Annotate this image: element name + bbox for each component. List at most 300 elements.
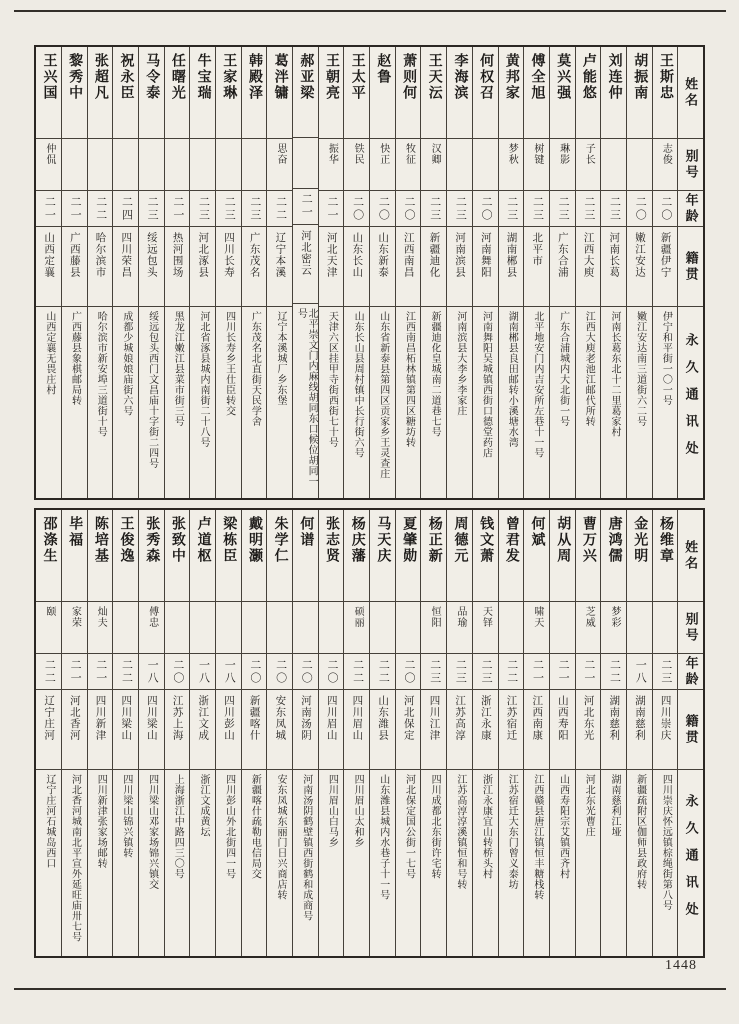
entry-column [319,510,345,956]
address-cell-text: 四川成都北东街许宅转 [429,774,441,879]
address-cell [447,770,472,956]
age-cell [88,191,113,227]
native-place-cell-text: 江西南康 [531,695,543,741]
native-place-cell [190,227,215,307]
address-cell-text: 山东潍县城内水巷子十一号 [377,774,389,900]
courtesy-name-cell [216,139,241,191]
name-cell-text: 莫兴强 [555,53,571,101]
native-place-cell [396,690,421,770]
age-cell [267,191,292,227]
name-cell [165,47,190,139]
age-cell [473,654,498,690]
name-cell-text: 何斌 [529,516,545,548]
courtesy-name-cell [319,602,344,654]
age-cell [421,654,446,690]
address-cell-text: 浙江永康宜山转桥头村 [480,774,492,879]
courtesy-name-cell [293,602,318,654]
entry-column [88,510,114,956]
age-cell-text: 二〇 [377,195,390,222]
entry-column [165,510,191,956]
native-place-cell [576,690,601,770]
native-place-cell-text: 山东长山 [351,232,363,278]
native-place-cell-text: 四川梁山 [120,695,132,741]
native-place-cell-text: 四川彭山 [222,695,234,741]
courtesy-name-cell [216,602,241,654]
courtesy-name-cell [36,602,61,654]
address-cell [267,770,292,956]
age-cell [242,654,267,690]
address-cell [139,307,164,498]
courtesy-name-cell [319,139,344,191]
name-cell [550,510,575,602]
age-cell-text: 二三 [659,658,672,685]
entry-column [627,510,653,956]
address-cell-text: 江苏宿迁大东门曾义泰坊 [506,774,518,890]
address-cell-text: 北平地安门内吉安所左巷十一号 [531,311,543,458]
name-cell [139,47,164,139]
name-cell-text: 赵鲁 [375,53,391,85]
age-cell-text: 二一 [300,193,313,220]
entry-column [344,510,370,956]
address-cell-text: 新疆疏附区伽师县政府转 [634,774,646,890]
name-cell [396,510,421,602]
address-cell [550,770,575,956]
address-cell [319,307,344,498]
courtesy-name-cell [139,602,164,654]
address-cell [473,307,498,498]
age-cell [165,191,190,227]
courtesy-name-cell-text: 灿夫 [95,606,107,628]
courtesy-name-cell [139,139,164,191]
native-place-cell-text: 江西大庾 [582,232,594,278]
header-alias-label [678,139,703,191]
name-cell [36,510,61,602]
native-place-cell-text: 湖南郴县 [505,232,517,278]
age-cell [524,654,549,690]
address-cell [36,307,61,498]
address-cell-text: 四川崇庆怀远镇棕绳街第八号 [660,774,672,911]
name-cell [421,510,446,602]
courtesy-name-cell-text: 家荣 [69,606,81,628]
native-place-cell-text: 北平市 [531,232,543,267]
courtesy-name-cell [550,139,575,191]
age-cell-text: 二二 [274,195,287,222]
name-cell [344,47,369,139]
name-cell-text: 马天庆 [375,516,391,564]
name-cell [524,510,549,602]
courtesy-name-cell [499,139,524,191]
age-cell-text: 一八 [223,658,236,685]
age-cell-text: 二一 [582,658,595,685]
courtesy-name-cell [242,602,267,654]
native-place-cell-text: 河南长葛 [608,232,620,278]
entry-column [421,47,447,498]
address-cell [396,307,421,498]
age-cell-text: 二〇 [300,658,313,685]
age-cell [344,191,369,227]
address-cell-text: 伊宁和平街一〇一号 [660,311,672,406]
address-cell-text: 四川梁山锦兴镇转 [120,774,132,858]
address-cell-text: 河北省涿县城内南街二十八号 [197,311,209,448]
name-cell-text: 牛宝瑞 [195,53,211,101]
age-cell-text: 一八 [146,658,159,685]
address-cell-text: 河南舞阳吴城镇西街口德堂药店 [480,311,492,458]
entry-column [576,510,602,956]
age-cell [190,654,215,690]
name-cell-text: 曹万兴 [580,516,596,564]
address-cell-text: 广西藤县象棋邮局转 [69,311,81,406]
name-cell [165,510,190,602]
address-cell [242,770,267,956]
native-place-cell-text: 江西南昌 [402,232,414,278]
entry-column [190,47,216,498]
address-cell [113,770,138,956]
native-place-cell [601,690,626,770]
native-place-cell-text: 嫩江安达 [633,232,645,278]
native-place-cell [88,690,113,770]
native-place-cell-text: 河南舞阳 [479,232,491,278]
native-place-cell-text: 新疆喀什 [248,695,260,741]
courtesy-name-cell [447,139,472,191]
address-cell [242,307,267,498]
name-cell-text: 萧则何 [401,53,417,101]
entry-column [550,510,576,956]
address-cell-text: 新疆喀什疏勒电信局交 [249,774,261,879]
native-place-cell [473,690,498,770]
entry-column [499,510,525,956]
address-cell [267,307,292,498]
address-cell [216,307,241,498]
age-cell [216,654,241,690]
address-cell-text: 四川长寿乡王仕臣转交 [223,311,235,416]
name-cell-text: 夏肇勋 [401,516,417,564]
name-cell [550,47,575,139]
name-cell [62,510,87,602]
name-cell [344,510,369,602]
native-place-cell [62,227,87,307]
age-cell-text: 二〇 [325,658,338,685]
address-cell [370,307,395,498]
native-place-cell-text: 四川荣昌 [120,232,132,278]
entry-column [36,47,62,498]
age-cell-text: 二三 [454,195,467,222]
address-cell-text: 四川新津张家场邮转 [95,774,107,869]
native-place-cell [576,227,601,307]
age-cell [576,191,601,227]
native-place-cell-text: 四川江津 [428,695,440,741]
native-place-cell [293,225,318,304]
name-cell-text: 王俊逸 [118,516,134,564]
native-place-cell [165,227,190,307]
name-cell-text: 刘连仲 [606,53,622,101]
name-cell-text: 陈培基 [92,516,108,564]
age-cell-text: 二一 [69,658,82,685]
native-place-cell [447,227,472,307]
entry-column [267,47,293,498]
entry-column [293,510,319,956]
age-cell [139,654,164,690]
address-cell [319,770,344,956]
name-cell-text: 钱文萧 [478,516,494,564]
age-cell-text: 二三 [531,195,544,222]
age-cell [62,654,87,690]
name-cell [370,47,395,139]
native-place-cell-text: 江苏宿迁 [505,695,517,741]
age-cell-text: 二三 [505,195,518,222]
name-cell [627,510,652,602]
name-cell [627,47,652,139]
courtesy-name-cell [88,139,113,191]
name-cell [524,47,549,139]
address-cell-text: 黑龙江嫩江县菜市街三号 [172,311,184,427]
header-address-label-text: 永久通讯处 [683,793,699,929]
courtesy-name-cell-text: 硕丽 [352,606,364,628]
entry-column [139,47,165,498]
name-cell [576,510,601,602]
age-cell-text: 二三 [146,195,159,222]
native-place-cell [267,227,292,307]
age-cell [293,189,318,225]
age-cell [113,191,138,227]
age-cell [524,191,549,227]
header-alias-label [678,602,703,654]
name-cell-text: 王兴国 [41,53,57,101]
entry-column [550,47,576,498]
courtesy-name-cell-text: 志俊 [660,143,672,165]
native-place-cell-text: 四川眉山 [351,695,363,741]
name-cell-text: 金光明 [632,516,648,564]
address-cell [370,770,395,956]
registry-table-upper [34,45,705,500]
courtesy-name-cell [62,139,87,191]
age-cell-text: 二〇 [351,195,364,222]
entry-column [473,47,499,498]
courtesy-name-cell [421,602,446,654]
name-cell-text: 张超凡 [92,53,108,101]
age-cell [267,654,292,690]
age-cell-text: 二二 [120,658,133,685]
courtesy-name-cell [601,139,626,191]
age-cell-text: 二三 [428,195,441,222]
courtesy-name-cell [627,602,652,654]
address-cell [88,307,113,498]
age-cell-text: 二〇 [480,195,493,222]
name-cell [88,47,113,139]
age-cell [190,191,215,227]
native-place-cell [293,690,318,770]
courtesy-name-cell [447,602,472,654]
native-place-cell-text: 浙江永康 [479,695,491,741]
courtesy-name-cell [627,139,652,191]
address-cell-text: 四川眉山太和乡 [352,774,364,848]
name-cell-text: 王太平 [349,53,365,101]
entry-column [62,47,88,498]
courtesy-name-cell [601,602,626,654]
entry-column [36,510,62,956]
name-cell-text: 唐鸿儒 [606,516,622,564]
age-cell [627,654,652,690]
courtesy-name-cell [370,139,395,191]
native-place-cell [242,227,267,307]
address-cell [344,770,369,956]
entry-column [421,510,447,956]
address-cell-text: 安东凤城东丽门日兴商店转 [275,774,287,900]
entry-column [293,47,319,498]
header-age-label [678,191,703,227]
name-cell-text: 王家琳 [221,53,237,101]
age-cell-text: 二一 [43,195,56,222]
entry-column [396,510,422,956]
address-cell-text: 上海浙江中路四三〇号 [172,774,184,879]
courtesy-name-cell-text: 傅忠 [146,606,158,628]
age-cell-text: 二〇 [248,658,261,685]
name-cell [653,510,678,602]
courtesy-name-cell [344,139,369,191]
native-place-cell [499,227,524,307]
courtesy-name-cell [473,602,498,654]
name-cell-text: 郝亚梁 [298,53,314,101]
address-cell [293,770,318,956]
courtesy-name-cell-text: 思奋 [275,143,287,165]
native-place-cell-text: 热河围场 [171,232,183,278]
entry-column [473,510,499,956]
courtesy-name-cell-text: 汉卿 [429,143,441,165]
name-cell-text: 任曙光 [169,53,185,101]
address-cell-text: 新疆迪化皇城南二道巷七号 [429,311,441,437]
courtesy-name-cell [344,602,369,654]
address-cell [524,770,549,956]
native-place-cell-text: 四川新津 [94,695,106,741]
courtesy-name-cell [473,139,498,191]
native-place-cell [216,690,241,770]
courtesy-name-cell [242,139,267,191]
native-place-cell [370,227,395,307]
courtesy-name-cell [190,139,215,191]
entry-column [370,510,396,956]
header-alias-label-text: 别号 [683,611,699,644]
name-cell-text: 祝永臣 [118,53,134,101]
courtesy-name-cell-text: 子长 [583,143,595,165]
age-cell-text: 二〇 [274,658,287,685]
name-cell [88,510,113,602]
age-cell-text: 二〇 [403,658,416,685]
entry-column [370,47,396,498]
header-address-label [678,307,703,498]
address-cell [165,307,190,498]
address-cell [344,307,369,498]
address-cell [190,307,215,498]
address-cell-text: 山东长山县周村镇中长行街六号 [352,311,364,458]
courtesy-name-cell [165,602,190,654]
name-cell [576,47,601,139]
courtesy-name-cell-text: 颐 [43,606,55,617]
native-place-cell [113,227,138,307]
courtesy-name-cell [267,139,292,191]
courtesy-name-cell [524,139,549,191]
age-cell-text: 二三 [480,658,493,685]
native-place-cell [216,227,241,307]
name-cell-text: 梁栋臣 [221,516,237,564]
native-place-cell [524,227,549,307]
native-place-cell-text: 河北保定 [402,695,414,741]
address-cell [36,770,61,956]
address-cell-text: 江西大庾老池江邮代所转 [583,311,595,427]
native-place-cell-text: 广东合浦 [556,232,568,278]
name-cell-text: 葛泮镛 [272,53,288,101]
native-place-cell [473,227,498,307]
native-place-cell [524,690,549,770]
address-cell-text: 山东省新泰县第四区贡家乡王灵查庄 [377,311,389,479]
courtesy-name-cell-text: 铁民 [352,143,364,165]
address-cell [576,770,601,956]
address-cell-text: 成都少城娘娘庙街六号 [120,311,132,416]
native-place-cell [242,690,267,770]
native-place-cell [36,690,61,770]
native-place-cell [447,690,472,770]
native-place-cell-text: 江苏上海 [171,695,183,741]
native-place-cell-text: 河北天津 [325,232,337,278]
age-cell [447,191,472,227]
age-cell-text: 二三 [223,195,236,222]
name-cell-text: 戴明灏 [246,516,262,564]
name-cell [319,510,344,602]
name-cell [319,47,344,139]
native-place-cell [165,690,190,770]
name-cell-text: 马令泰 [144,53,160,101]
registry-table-lower [34,508,705,958]
address-cell-text: 河北保定国公街一七号 [403,774,415,879]
age-cell [550,191,575,227]
name-cell-text: 胡振南 [632,53,648,101]
courtesy-name-cell [653,602,678,654]
address-cell-text: 四川眉山白马乡 [326,774,338,848]
entry-column [576,47,602,498]
bottom-page-rule [14,988,726,990]
native-place-cell-text: 四川梁山 [145,695,157,741]
name-cell [242,510,267,602]
native-place-cell-text: 安东凤城 [274,695,286,741]
age-cell-text: 二〇 [634,195,647,222]
age-cell-text: 二一 [557,658,570,685]
address-cell [524,307,549,498]
address-cell [576,307,601,498]
address-cell-text: 浙江文成黄坛 [197,774,209,837]
entry-column [113,47,139,498]
age-cell [627,191,652,227]
name-cell-text: 何权召 [478,53,494,101]
name-cell [62,47,87,139]
age-cell [242,191,267,227]
native-place-cell-text: 辽宁庄河 [43,695,55,741]
name-cell-text: 王天沄 [426,53,442,101]
name-cell-text: 杨庆藩 [349,516,365,564]
courtesy-name-cell-text: 天铎 [480,606,492,628]
courtesy-name-cell [62,602,87,654]
courtesy-name-cell-text: 品瑜 [454,606,466,628]
address-cell [62,770,87,956]
age-cell-text: 二三 [428,658,441,685]
courtesy-name-cell [293,138,318,189]
native-place-cell-text: 四川崇庆 [659,695,671,741]
address-cell [499,770,524,956]
native-place-cell [627,227,652,307]
address-cell [293,304,318,498]
age-cell-text: 二二 [377,658,390,685]
age-cell [370,191,395,227]
age-cell-text: 二〇 [403,195,416,222]
address-cell [113,307,138,498]
address-cell-text: 哈尔滨市新安埠三道街十号 [95,311,107,437]
